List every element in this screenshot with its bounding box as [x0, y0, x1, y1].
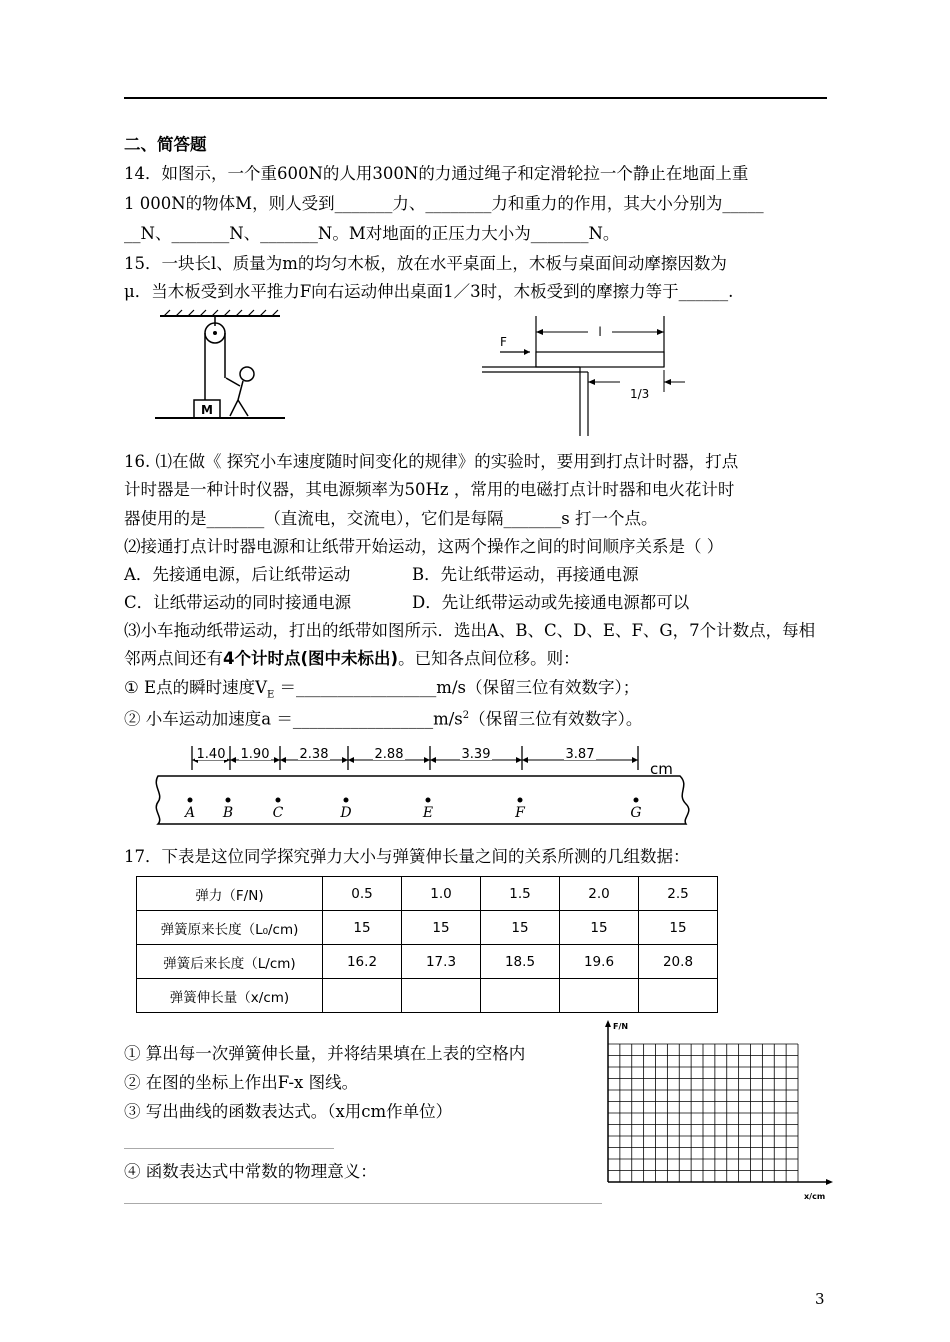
- table-cell: 15: [639, 911, 718, 945]
- q16-option-d: D．先让纸带运动或先接通电源都可以: [412, 593, 690, 612]
- q16-option-c: C．让纸带运动的同时接通电源: [124, 593, 352, 612]
- q14-line-3: __N、_______N、_______N。M对地面的正压力大小为_______N。: [124, 224, 620, 243]
- table-row: [137, 911, 718, 945]
- q17-step-2: ② 在图的坐标上作出F-x 图线。: [124, 1073, 359, 1092]
- pulley-figure: [150, 308, 290, 428]
- x-axis-label: x/cm: [804, 1192, 826, 1201]
- tape-arrowhead: [280, 757, 286, 763]
- q16-option-a: A．先接通电源，后让纸带运动: [124, 565, 351, 584]
- table-cell: 15: [402, 911, 481, 945]
- plank-figure: [480, 312, 695, 440]
- q16-ve-blank: ＝_________________m/s（保留三位有效数字）；: [274, 678, 640, 697]
- force-f-label: F: [500, 335, 507, 349]
- table-cell: 18.5: [481, 945, 560, 979]
- q16-line-6: [124, 647, 844, 671]
- tape-arrowhead: [230, 757, 236, 763]
- tape-arrowhead: [424, 757, 430, 763]
- tape-arrowhead: [516, 757, 522, 763]
- tape-dot: [344, 798, 349, 803]
- table-cell[interactable]: [323, 979, 402, 1013]
- q16-line-5: ⑶小车拖动纸带运动，打出的纸带如图所示．选出A、B、C、D、E、F、G，7个计数点，每相: [124, 621, 816, 640]
- table-cell: 0.5: [323, 877, 402, 911]
- q16-line-1: 16. ⑴在做《 探究小车速度随时间变化的规律》的实验时，要用到打点计时器，打点: [124, 452, 739, 471]
- tape-distance-label: 1.90: [240, 747, 270, 762]
- tape-point-label: A: [184, 805, 196, 821]
- table-cell[interactable]: [481, 979, 560, 1013]
- tape-arrowhead: [430, 757, 436, 763]
- section-title: 二、简答题: [124, 135, 207, 154]
- q16-option-b: B．先让纸带运动，再接通电源: [412, 565, 639, 584]
- table-cell: 15: [560, 911, 639, 945]
- tape-dot: [518, 798, 523, 803]
- q16-a-sup: 2: [462, 710, 470, 721]
- tape-arrowhead: [632, 757, 638, 763]
- q16-a-label: ② 小车运动加速度a ＝_________________m/s: [124, 709, 463, 729]
- q14-line-1: 14．如图示，一个重600N的人用300N的力通过绳子和定滑轮拉一个静止在地面上重: [124, 164, 749, 183]
- tape-dot: [226, 798, 231, 803]
- tape-unit-label: cm: [650, 760, 673, 778]
- q16-line-6-c: 。已知各点间位移。则：: [398, 649, 580, 668]
- q17-line-1: 17．下表是这位同学探究弹力大小与弹簧伸长量之间的关系所测的几组数据：: [124, 847, 690, 866]
- table-cell: 17.3: [402, 945, 481, 979]
- table-cell: 16.2: [323, 945, 402, 979]
- q14-line-2: 1 000N的物体M，则人受到_______力、________力和重力的作用，其大小分别为_____: [124, 194, 764, 213]
- q16-line-4: ⑵接通打点计时器电源和让纸带开始运动，这两个操作之间的时间顺序关系是（ ）: [124, 537, 724, 556]
- tape-dot: [276, 798, 281, 803]
- header-rule: [124, 97, 827, 99]
- tape-arrowhead: [348, 757, 354, 763]
- tape-arrowhead: [522, 757, 528, 763]
- q16-a-tail: （保留三位有效数字）。: [469, 709, 643, 729]
- tape-distance-label: 2.38: [299, 747, 329, 762]
- tape-point-label: C: [272, 805, 284, 821]
- tape-dot: [634, 798, 639, 803]
- tape-point-label: F: [515, 805, 525, 821]
- q16-line-6-bold: 4个计时点(图中未标出): [223, 649, 399, 668]
- y-axis-label: F/N: [613, 1022, 629, 1031]
- third-label: 1/3: [630, 387, 650, 401]
- table-cell: 20.8: [639, 945, 718, 979]
- q16-line-7: [124, 676, 844, 707]
- row-label: 弹簧伸长量（x/cm): [137, 979, 323, 1013]
- block-m-label: M: [201, 403, 213, 417]
- tape-arrowhead: [274, 757, 280, 763]
- spring-data-table: [136, 876, 718, 1013]
- table-cell[interactable]: [639, 979, 718, 1013]
- tape-dot: [426, 798, 431, 803]
- table-cell: 1.0: [402, 877, 481, 911]
- row-label: 弹力（F/N): [137, 877, 323, 911]
- tape-point-label: D: [340, 805, 352, 821]
- q17-step-1: ① 算出每一次弹簧伸长量，并将结果填在上表的空格内: [124, 1044, 526, 1063]
- q16-ve-label: ① E点的瞬时速度V: [124, 678, 267, 697]
- q16-line-6-a: 邻两点间还有: [124, 649, 223, 668]
- tape-point-label: B: [222, 805, 234, 821]
- table-row: [137, 979, 718, 1013]
- tape-arrowhead: [342, 757, 348, 763]
- tape-dot: [188, 798, 193, 803]
- q15-line-2: μ．当木板受到水平推力F向右运动伸出桌面1／3时，木板受到的摩擦力等于______.: [124, 282, 734, 301]
- table-cell: 15: [481, 911, 560, 945]
- q16-line-8: [124, 704, 844, 732]
- tape-distance-label: 3.87: [565, 747, 595, 762]
- table-cell[interactable]: [560, 979, 639, 1013]
- table-cell[interactable]: [402, 979, 481, 1013]
- table-cell: 2.5: [639, 877, 718, 911]
- y-axis-arrow: [605, 1020, 611, 1027]
- q16-ve-sub: E: [267, 689, 275, 701]
- length-l-label: l: [598, 325, 602, 339]
- x-axis-arrow: [826, 1179, 833, 1185]
- table-row: [137, 877, 718, 911]
- table-cell: 15: [323, 911, 402, 945]
- table-cell: 2.0: [560, 877, 639, 911]
- f-x-graph-grid: [598, 1018, 838, 1203]
- tape-point-label: G: [630, 805, 642, 821]
- answer-line-2: [124, 1203, 602, 1204]
- tape-distance-label: 2.88: [374, 747, 404, 762]
- tape-distance-label: 3.39: [461, 747, 491, 762]
- tape-point-label: E: [422, 805, 434, 821]
- row-label: 弹簧原来长度（L₀/cm): [137, 911, 323, 945]
- table-row: [137, 945, 718, 979]
- q16-line-3: 器使用的是_______（直流电，交流电），它们是每隔_______s 打一个点。: [124, 509, 658, 528]
- ticker-tape-figure: [150, 740, 695, 830]
- q15-line-1: 15．一块长l、质量为m的均匀木板，放在水平桌面上，木板与桌面间动摩擦因数为: [124, 254, 727, 273]
- page-number: 3: [815, 1290, 825, 1308]
- table-cell: 1.5: [481, 877, 560, 911]
- answer-line-1: [124, 1148, 334, 1149]
- table-cell: 19.6: [560, 945, 639, 979]
- row-label: 弹簧后来长度（L/cm): [137, 945, 323, 979]
- q17-step-3: ③ 写出曲线的函数表达式。（x用cm作单位）: [124, 1102, 453, 1121]
- q17-step-4: ④ 函数表达式中常数的物理意义：: [124, 1162, 377, 1181]
- tape-distance-label: 1.40: [196, 747, 226, 762]
- q16-line-2: 计时器是一种计时仪器，其电源频率为50Hz ，常用的电磁打点计时器和电火花计时: [124, 480, 735, 499]
